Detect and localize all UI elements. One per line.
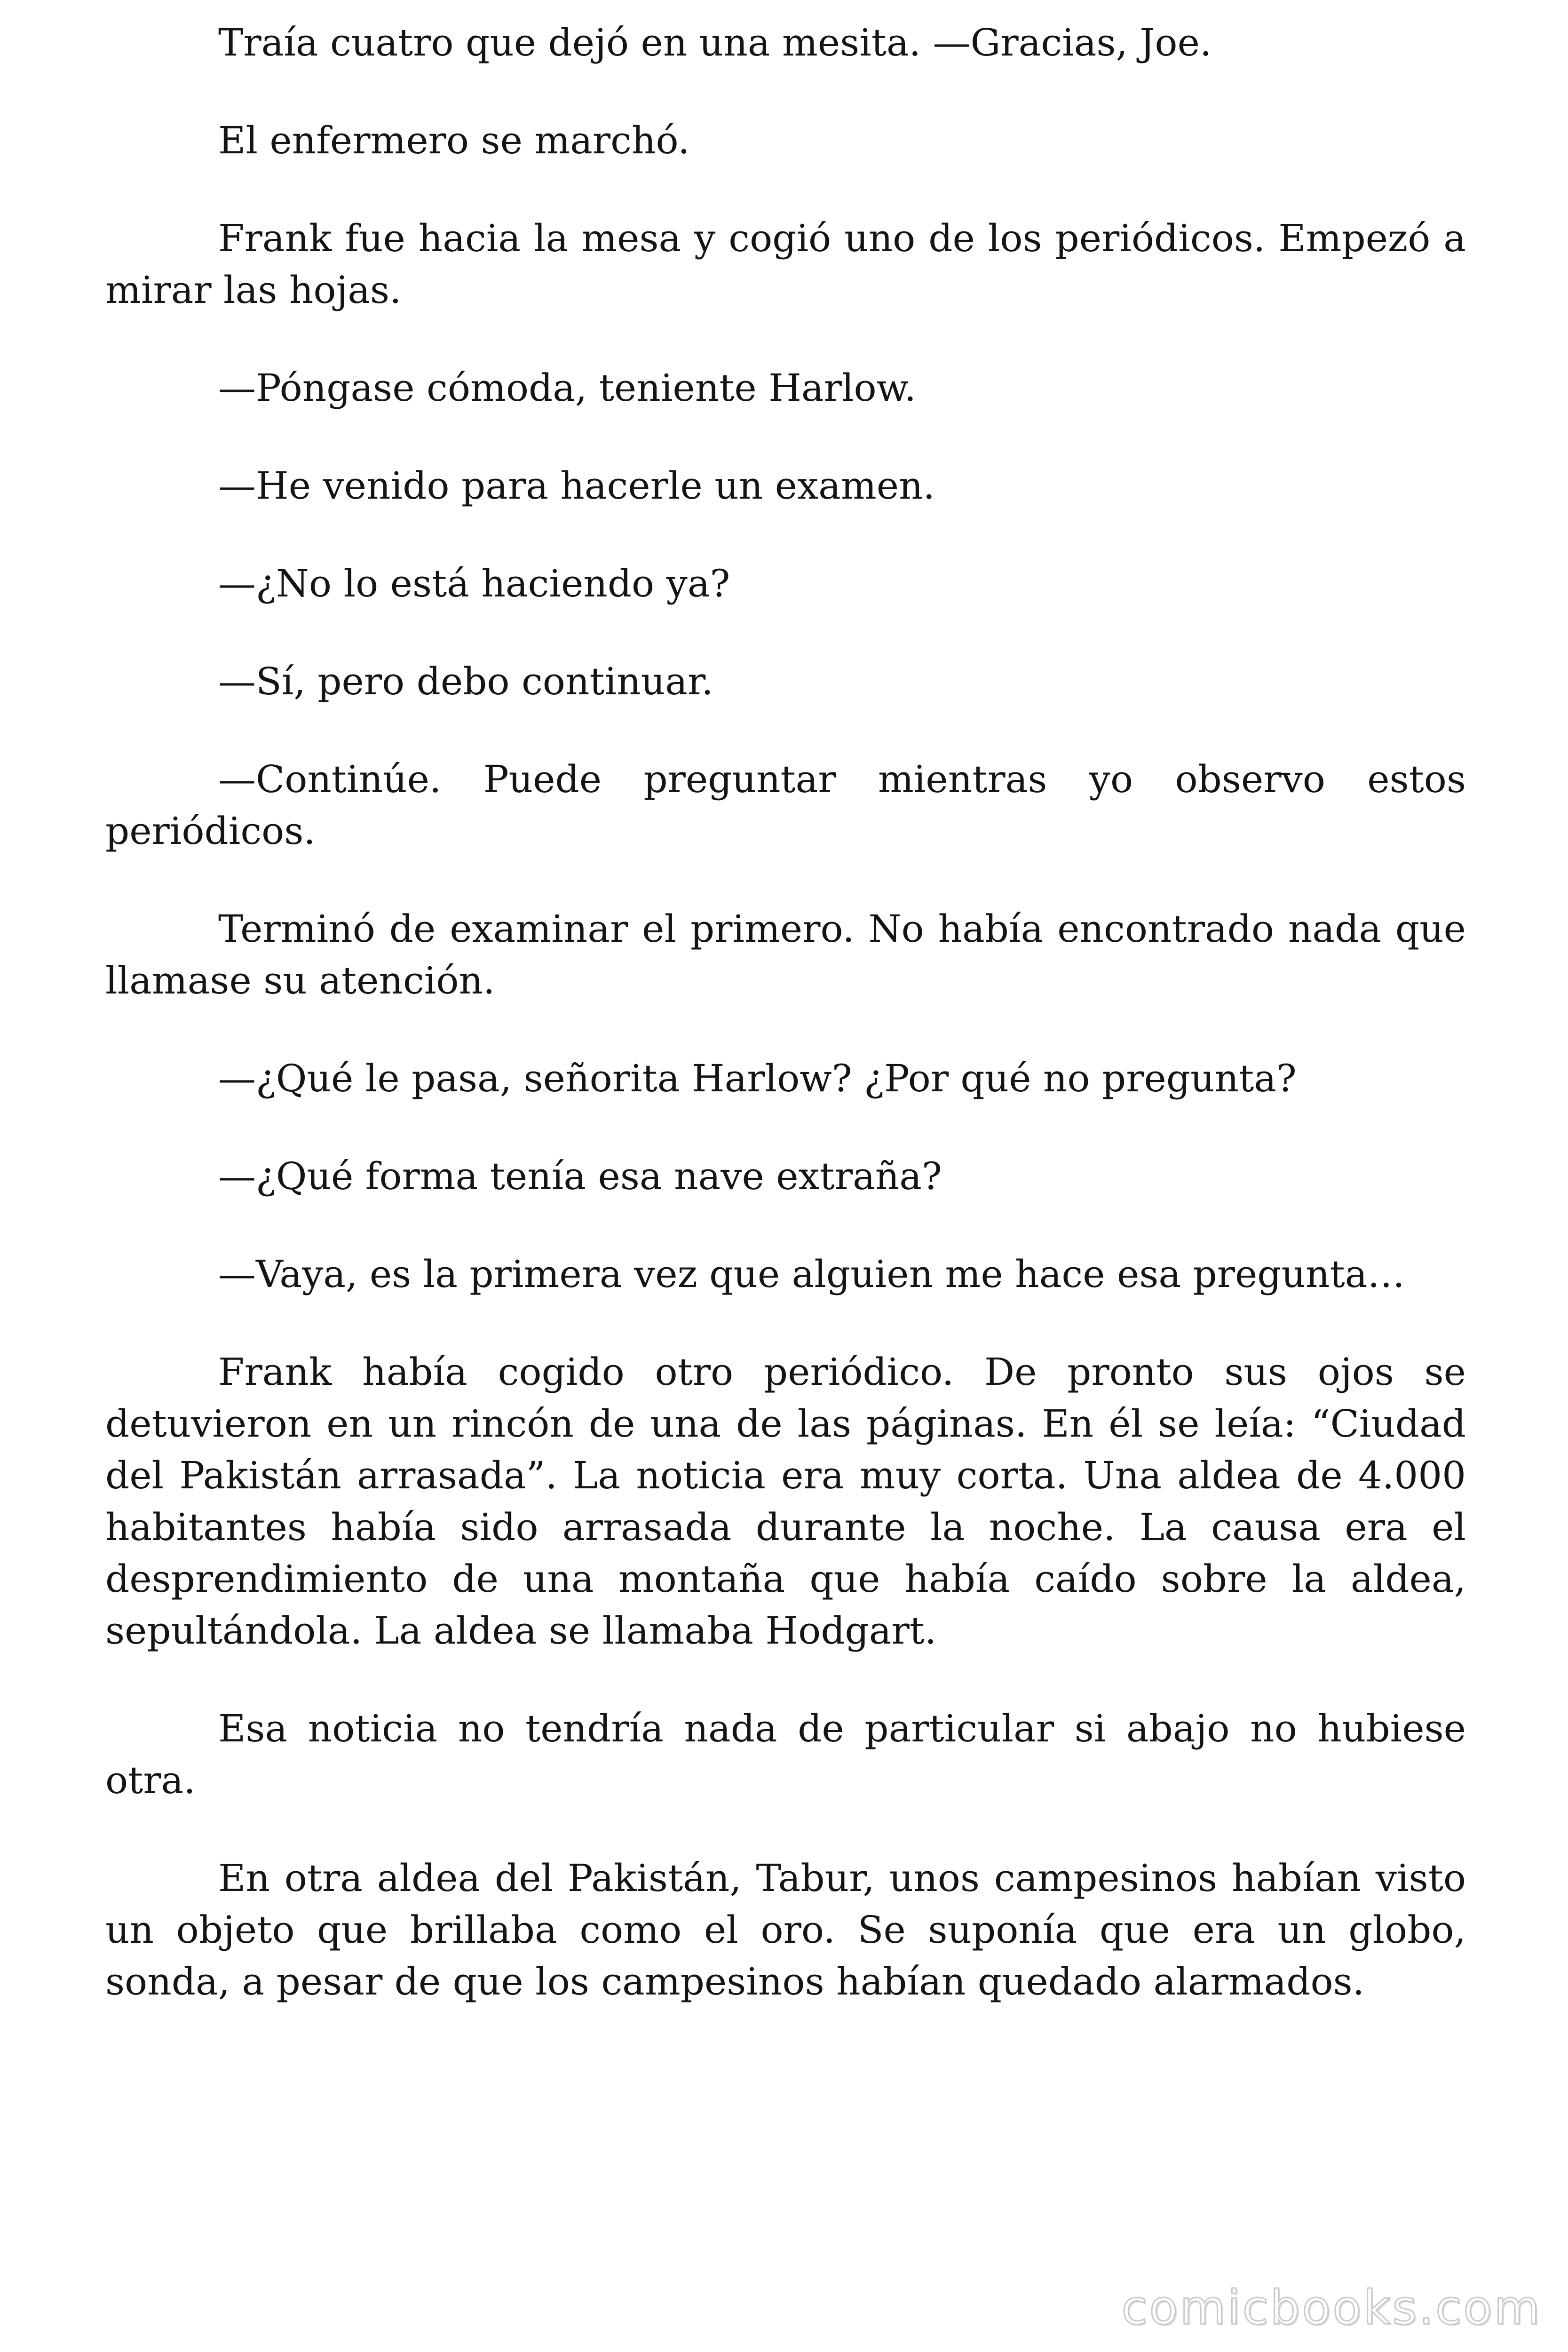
paragraph: —Continúe. Puede preguntar mientras yo observo estos periódicos.	[105, 757, 1466, 853]
paragraph: Traía cuatro que dejó en una mesita. —Gracias, Joe.	[218, 21, 1212, 64]
paragraph: —He venido para hacerle un examen.	[218, 464, 935, 508]
paragraph: El enfermero se marchó.	[218, 119, 690, 162]
paragraph: Esa noticia no tendría nada de particular si abajo no hubiese otra.	[105, 1707, 1466, 1802]
watermark: comicbooks.com	[1121, 2280, 1542, 2335]
paragraph: —Vaya, es la primera vez que alguien me hace esa pregunta…	[218, 1252, 1405, 1296]
paragraph: —¿Qué le pasa, señorita Harlow? ¿Por qué no pregunta?	[218, 1057, 1297, 1100]
paragraph: Terminó de examinar el primero. No había encontrado nada que llamase su atención.	[105, 907, 1466, 1002]
document-page	[105, 17, 1466, 2054]
paragraph: —Sí, pero debo continuar.	[218, 660, 713, 703]
paragraph: Frank había cogido otro periódico. De pronto sus ojos se detuvieron en un rincón de una de las páginas. En él se leía: “Ciudad del Pakistán arrasada”. La noticia era muy corta. Una aldea de 4.000 habitantes había sido arrasada durante la noche. La causa era el desprendimiento de una montaña que había caído sobre la aldea, sepultándola. La aldea se llamaba Hodgart.	[105, 1350, 1466, 1653]
paragraph: Frank fue hacia la mesa y cogió uno de los periódicos. Empezó a mirar las hojas.	[105, 216, 1466, 312]
paragraph: —Póngase cómoda, teniente Harlow.	[218, 366, 917, 410]
paragraph: —¿Qué forma tenía esa nave extraña?	[218, 1154, 942, 1198]
paragraph: —¿No lo está haciendo ya?	[218, 562, 730, 605]
paragraph: En otra aldea del Pakistán, Tabur, unos campesinos habían visto un objeto que brillaba como el oro. Se suponía que era un globo, sonda, a pesar de que los campesinos habían quedado alarmados.	[105, 1856, 1466, 2003]
